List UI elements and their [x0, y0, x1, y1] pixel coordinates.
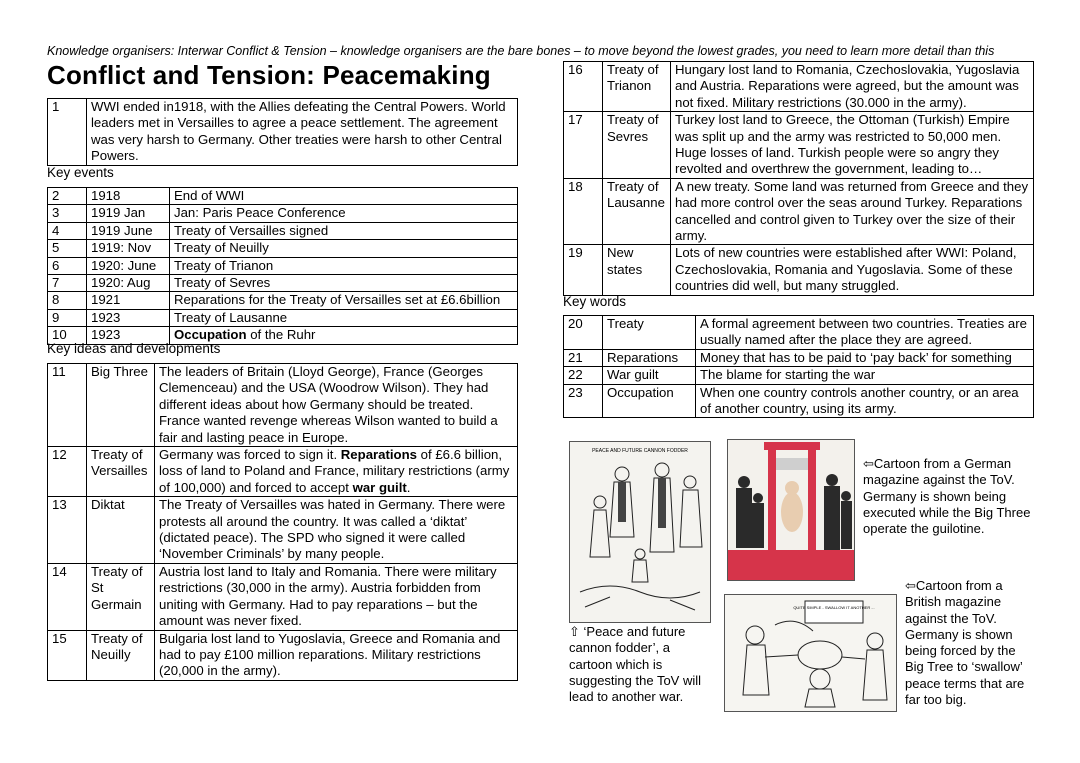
table-row: 23 Occupation When one country controls another country, or an area of another country, using its army.	[564, 384, 1034, 418]
table-row: 5 1919: Nov Treaty of Neuilly	[48, 240, 518, 257]
table-row: 4 1919 June Treaty of Versailles signed	[48, 222, 518, 239]
intro-text: WWI ended in1918, with the Allies defeating the Central Powers. World leaders met in Versailles to agree a peace settlement. The agreement was very harsh to Germany. Other treaties were harsh to other Central Powers.	[87, 99, 518, 166]
intro-table	[47, 98, 518, 166]
table-row: 16 Treaty of Trianon Hungary lost land to Romania, Czechoslovakia, Yugoslavia and Austria. Reparations were agreed, but the amount was not fixed. Military restrictions (30.000 in the army).	[564, 62, 1034, 112]
treaties-table	[563, 61, 1034, 296]
caption-guillotine: ⇦Cartoon from a German magazine against the ToV. Germany is shown being executed while the Big Three operate the guilotine.	[863, 456, 1031, 537]
table-row: 17 Treaty of Sevres Turkey lost land to Greece, the Ottoman (Turkish) Empire was split up and the army was restricted to 50,000 men. Huge losses of land. Turkish people were so angry they revolted and overthrew the government, leading to…	[564, 112, 1034, 179]
table-row: 8 1921 Reparations for the Treaty of Versailles set at £6.6billion	[48, 292, 518, 309]
intro-line: Knowledge organisers: Interwar Conflict & Tension – knowledge organisers are the bare bones – to move beyond the lowest grades, you need to learn more detail than this	[47, 44, 995, 58]
key-events-table	[47, 187, 518, 345]
table-row: 10 1923 Occupation of the Ruhr	[48, 327, 518, 344]
table-row: 20 Treaty A formal agreement between two countries. Treaties are usually named after the place they are agreed.	[564, 316, 1034, 350]
table-row: 6 1920: June Treaty of Trianon	[48, 257, 518, 274]
caption-cannon-fodder: ⇧ ‘Peace and future cannon fodder’, a cartoon which is suggesting the ToV will lead to another war.	[569, 624, 702, 705]
table-row: 3 1919 Jan Jan: Paris Peace Conference	[48, 205, 518, 222]
guillotine-post-left	[768, 444, 776, 552]
key-ideas-label: Key ideas and developments	[47, 341, 221, 356]
key-words-table	[563, 315, 1034, 418]
speech-bubble-text: QUITE SIMPLE - SWALLOW IT ANOTHER ...	[793, 605, 875, 610]
cartoon-swallow	[724, 594, 897, 712]
key-ideas-table	[47, 363, 518, 681]
guillotine-platform	[728, 550, 854, 580]
caption-swallow: ⇦Cartoon from a British magazine against the ToV. Germany is shown being forced by the Big Tree to ‘swallow’ peace terms that are far too big.	[905, 578, 1025, 708]
key-events-label: Key events	[47, 165, 114, 180]
row-number: 1	[48, 99, 87, 166]
table-row: 21 Reparations Money that has to be paid to ‘pay back’ for something	[564, 349, 1034, 366]
cartoon-peace-cannon-fodder	[569, 441, 711, 623]
table-row: 14 Treaty of St Germain Austria lost land to Italy and Romania. There were military restrictions (30,000 in the army). Austria forbidden from uniting with Germany. Had to pay reparations – but the amount was never fixed.	[48, 563, 518, 630]
table-row: 7 1920: Aug Treaty of Sevres	[48, 275, 518, 292]
key-words-label: Key words	[563, 294, 627, 309]
table-row: 22 War guilt The blame for starting the war	[564, 367, 1034, 384]
table-row: 9 1923 Treaty of Lausanne	[48, 309, 518, 326]
guillotine-top	[764, 442, 820, 450]
page-title: Conflict and Tension: Peacemaking	[47, 60, 491, 90]
table-row: 11 Big Three The leaders of Britain (Lloyd George), France (Georges Clemenceau) and the USA (Woodrow Wilson). They had different ideas about how Germany should be treated. France wanted revenge whereas Wilson wanted to build a fair and lasting peace in Europe.	[48, 364, 518, 447]
cartoon-title: PEACE AND FUTURE CANNON FODDER	[592, 448, 688, 454]
table-row	[48, 99, 518, 166]
table-row: 13 Diktat The Treaty of Versailles was hated in Germany. There were protests all around the country. It was called a ‘diktat’ (dictated peace). The SPD who signed it were called ‘November Criminals’ by many people.	[48, 497, 518, 564]
table-row: 12 Treaty of Versailles Germany was forced to sign it. Reparations of £6.6 billion, loss of land to Poland and France, military restrictions (army of 100,000) and forced to accept war guilt.	[48, 447, 518, 497]
cartoon-guillotine	[727, 439, 855, 581]
table-row: 15 Treaty of Neuilly Bulgaria lost land to Yugoslavia, Greece and Romania and had to pay £100 million reparations. Military restrictions (20,000 in the army).	[48, 630, 518, 680]
guillotine-post-right	[808, 444, 816, 552]
table-row: 19 New states Lots of new countries were established after WWI: Poland, Czechoslovakia, Romania and Yugoslavia. Some of these countries did well, but many struggled.	[564, 245, 1034, 295]
table-row: 18 Treaty of Lausanne A new treaty. Some land was returned from Greece and they had more control over the seas around Turkey. Reparations cancelled and control given to Turkey over the size of their army.	[564, 178, 1034, 245]
table-row: 2 1918 End of WWI	[48, 188, 518, 205]
